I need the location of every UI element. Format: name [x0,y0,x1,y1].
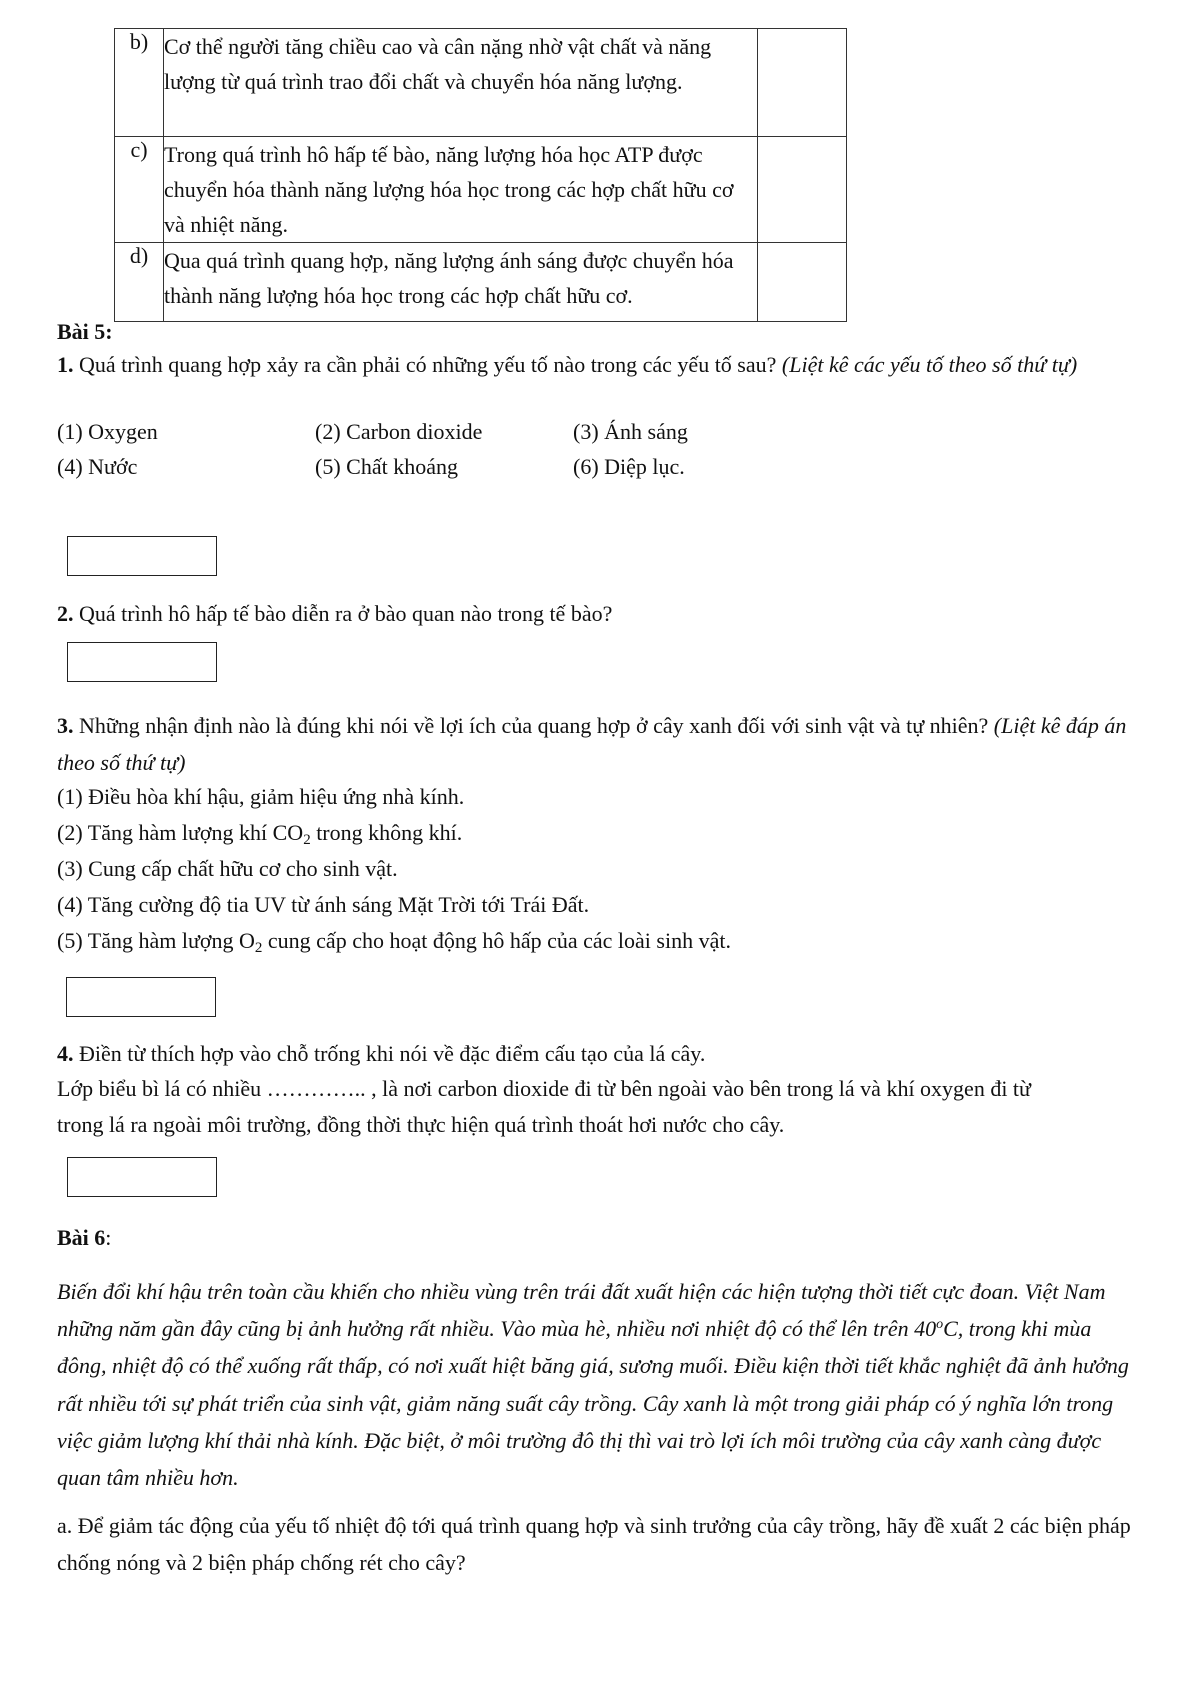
row-label: d) [115,243,164,322]
section-title-bai6: Bài 6: [57,1225,112,1250]
question-2 [57,596,612,631]
question-hint: (Liệt kê các yếu tố theo số thứ tự) [781,352,1078,377]
option-6: (6) Diệp lục. [573,454,685,479]
answer-cell[interactable] [758,243,847,322]
question-4 [57,1036,705,1071]
answer-box-q3[interactable] [66,977,216,1017]
question-number: 4. [57,1041,74,1066]
table-row-c [115,137,847,243]
question-1 [57,347,1137,384]
bai6-passage: Biến đổi khí hậu trên toàn cầu khiến cho nhiều vùng trên trái đất xuất hiện các hiện tượng thời tiết cực đoan. Việt Nam những năm gần đây cũng bị ảnh hưởng rất nhiều. Vào mùa hè, nhiều nơi nhiệt độ có thể lên trên 40$^o$C, trong khi mùa đông, nhiệt độ có thể xuống rất thấp, có nơi xuất hiệt băng giá, sương muối. Điều kiện thời tiết khắc nghiệt đã ảnh hưởng rất nhiều tới sự phát triển của sinh vật, giảm năng suất cây trồng. Cây xanh là một trong giải pháp có ý nghĩa lớn trong việc giảm lượng khí thải nhà kính. Đặc biệt, ở môi trường đô thị thì vai trò lợi ích môi trường của cây xanh càng được quan tâm nhiều hơn. [57,1279,1129,1491]
q3-option-1: (1) Điều hòa khí hậu, giảm hiệu ứng nhà kính. [57,784,465,809]
row-label: b) [115,29,164,137]
answer-box-q4[interactable] [67,1157,217,1197]
answer-cell[interactable] [758,137,847,243]
q3-option-2: (2) Tăng hàm lượng khí $CO_2$ trong không khí. [57,820,463,848]
table-row-d [115,243,847,322]
true-false-table [114,28,847,322]
option-2: (2) Carbon dioxide [315,419,483,444]
question-text: Quá trình quang hợp xảy ra cần phải có những yếu tố nào trong các yếu tố sau? [79,352,777,377]
question-3 [57,708,1137,781]
question-hint: (Liệt kê đáp án theo số thứ tự) [57,713,1127,775]
bai6-question-a: a. Để giảm tác động của yếu tố nhiệt độ tới quá trình quang hợp và sinh trưởng của cây trồng, hãy đề xuất 2 các biện pháp chống nóng và 2 biện pháp chống rét cho cây? [57,1513,1131,1575]
answer-box-q2[interactable] [67,642,217,682]
section-title-bai5: Bài 5: [57,319,113,344]
q3-option-5: (5) Tăng hàm lượng $O_2$ cung cấp cho hoạt động hô hấp của các loài sinh vật. [57,928,731,956]
question-text: Quá trình hô hấp tế bào diễn ra ở bào quan nào trong tế bào? [79,601,613,626]
row-statement: Qua quá trình quang hợp, năng lượng ánh sáng được chuyển hóa thành năng lượng hóa học trong các hợp chất hữu cơ. [164,243,758,322]
row-label: c) [115,137,164,243]
question-number: 1. [57,352,74,377]
question-text: Điền từ thích hợp vào chỗ trống khi nói về đặc điểm cấu tạo của lá cây. [79,1041,706,1066]
question-text: Những nhận định nào là đúng khi nói về lợi ích của quang hợp ở cây xanh đối với sinh vật và tự nhiên? [79,713,989,738]
q4-fill-line-2: trong lá ra ngoài môi trường, đồng thời thực hiện quá trình thoát hơi nước cho cây. [57,1112,785,1137]
q4-fill-line-1: Lớp biểu bì lá có nhiều ………….. , là nơi carbon dioxide đi từ bên ngoài vào bên trong lá và khí oxygen đi từ [57,1076,1031,1101]
answer-box-q1[interactable] [67,536,217,576]
option-5: (5) Chất khoáng [315,454,458,479]
row-statement: Trong quá trình hô hấp tế bào, năng lượng hóa học ATP được chuyển hóa thành năng lượng hóa học trong các hợp chất hữu cơ và nhiệt năng. [164,137,758,243]
q3-option-3: (3) Cung cấp chất hữu cơ cho sinh vật. [57,856,398,881]
question-number: 3. [57,713,74,738]
option-3: (3) Ánh sáng [573,419,688,444]
option-1: (1) Oxygen [57,419,158,444]
answer-cell[interactable] [758,29,847,137]
option-4: (4) Nước [57,454,138,479]
row-statement: Cơ thể người tăng chiều cao và cân nặng nhờ vật chất và năng lượng từ quá trình trao đổi chất và chuyển hóa năng lượng. [164,29,758,137]
question-number: 2. [57,601,74,626]
q3-option-4: (4) Tăng cường độ tia UV từ ánh sáng Mặt Trời tới Trái Đất. [57,892,590,917]
table-row-b [115,29,847,137]
